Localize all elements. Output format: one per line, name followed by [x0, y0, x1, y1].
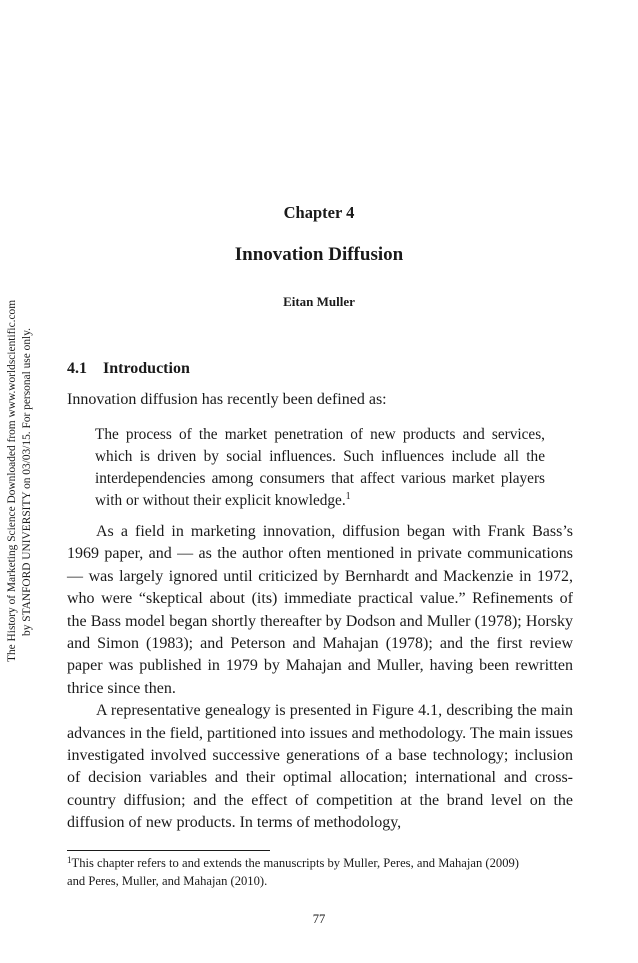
chapter-label: Chapter 4	[283, 203, 355, 222]
footnote-text-1: This chapter refers to and extends the manuscripts by Muller, Peres, and Mahajan (2009)	[71, 856, 519, 870]
section-heading	[67, 359, 190, 379]
footnote	[67, 854, 577, 890]
intro-sentence: Innovation diffusion has recently been defined as:	[67, 391, 387, 408]
watermark-line-1: The History of Marketing Science Downloaded from www.worldscientific.com	[6, 299, 18, 662]
footnote-reference[interactable]: 1	[345, 491, 351, 502]
quote-text: The process of the market penetration of new products and services, which is driven by social influences. Such influences include all the interdependencies among consumers that affect various market players with or without their explicit knowledge.	[95, 426, 545, 509]
page-number: 77	[312, 912, 326, 926]
section-title: Introduction	[103, 360, 190, 377]
body-text	[67, 521, 573, 835]
paragraph: A representative genealogy is presented in Figure 4.1, describing the main advances in the field, partitioned into issues and methodology. The main issues investigated involved successive generations of a base technology; inclusion of decision variables and their optimal allocation; international and cross-country diffusion; and the effect of competition at the brand level on the diffusion of new products. In terms of methodology,	[67, 702, 573, 832]
download-watermark	[0, 0, 40, 963]
watermark-line-2: by STANFORD UNIVERSITY on 03/03/15. For personal use only.	[21, 328, 33, 636]
section-number: 4.1	[67, 360, 87, 377]
footnote-line-2: and Peres, Muller, and Mahajan (2010).	[67, 874, 268, 888]
paragraph: As a field in marketing innovation, diffusion began with Frank Bass’s 1969 paper, and — as the author often mentioned in private communications — was largely ignored until criticized by Bernhardt and Mackenzie in 1972, who were “skeptical about (its) immediate practical value.” Refinements of the Bass model began shortly thereafter by Dodson and Muller (1978); Horsky and Simon (1983); and Peterson and Mahajan (1978); and the first review paper was published in 1979 by Mahajan and Muller, having been rewritten thrice since then.	[67, 523, 573, 697]
chapter-author: Eitan Muller	[283, 294, 355, 309]
footnote-line-1	[67, 854, 577, 872]
chapter-title: Innovation Diffusion	[234, 244, 404, 265]
definition-quote	[95, 424, 545, 512]
footnote-mark: 1	[67, 855, 72, 865]
footnote-rule	[67, 850, 270, 851]
